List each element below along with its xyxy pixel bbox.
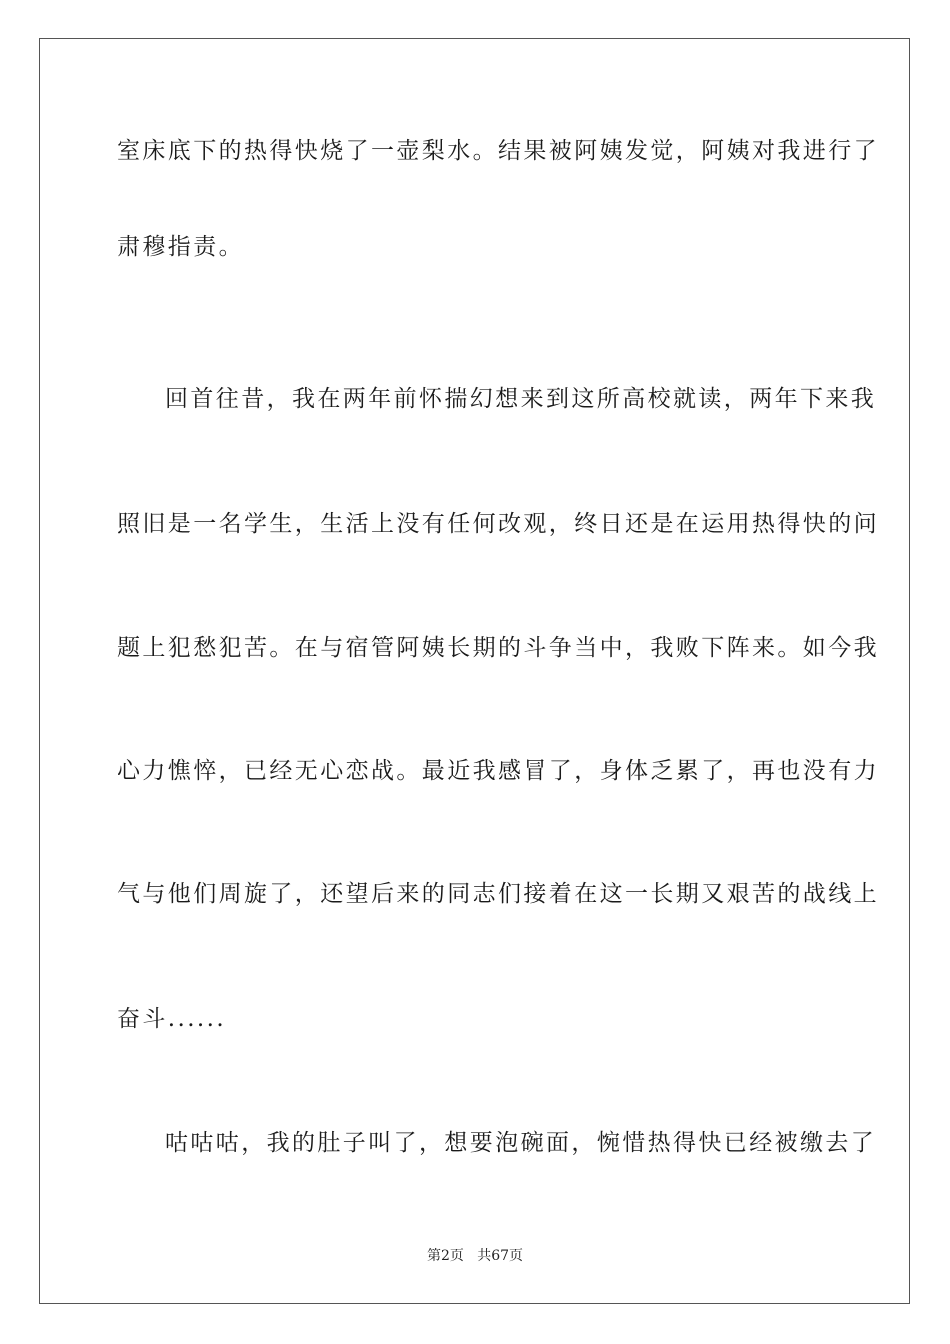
text-line: 奋斗...... bbox=[117, 1006, 227, 1032]
text-line: 照旧是一名学生，生活上没有任何改观，终日还是在运用热得快的问 bbox=[117, 511, 879, 537]
text-line: 气与他们周旋了，还望后来的同志们接着在这一长期又艰苦的战线上 bbox=[117, 881, 879, 907]
page-number-footer: 第2页 共67页 bbox=[426, 1248, 524, 1264]
text-line: 肃穆指责。 bbox=[117, 234, 244, 260]
paragraph-start-line: 咕咕咕，我的肚子叫了，想要泡碗面，惋惜热得快已经被缴去了 bbox=[165, 1130, 877, 1156]
paragraph-start-line: 回首往昔，我在两年前怀揣幻想来到这所高校就读，两年下来我 bbox=[165, 386, 877, 412]
page-border bbox=[39, 38, 910, 1304]
text-line: 室床底下的热得快烧了一壶梨水。结果被阿姨发觉，阿姨对我进行了 bbox=[117, 138, 879, 164]
text-line: 题上犯愁犯苦。在与宿管阿姨长期的斗争当中，我败下阵来。如今我 bbox=[117, 635, 879, 661]
text-line: 心力憔悴，已经无心恋战。最近我感冒了，身体乏累了，再也没有力 bbox=[117, 758, 879, 784]
